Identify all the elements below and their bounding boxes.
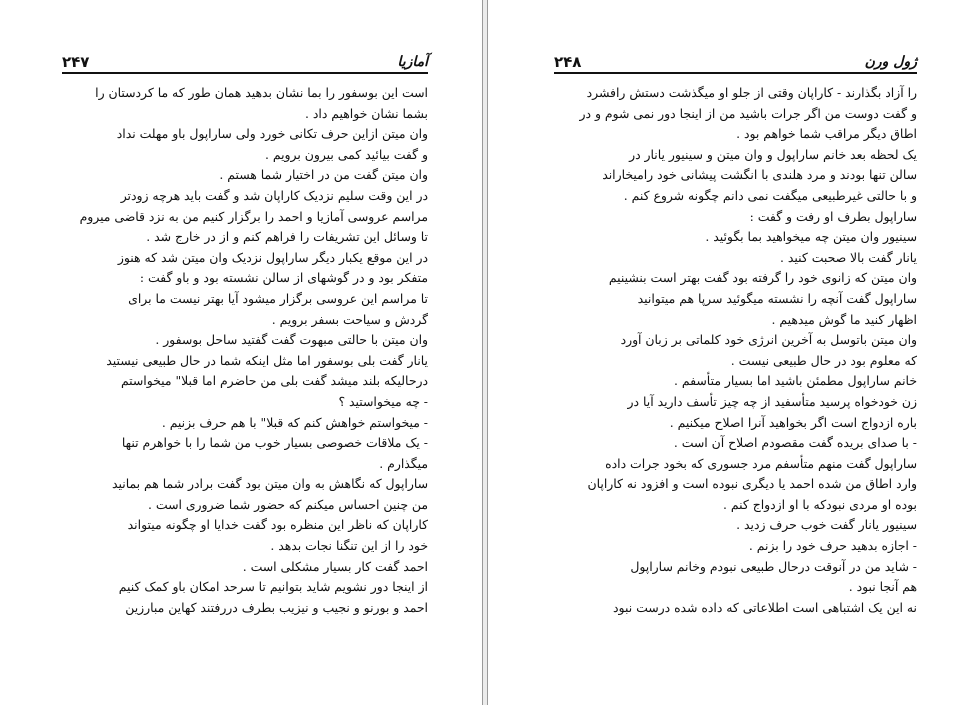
text-line: در این موقع یکبار دیگر ساراپول نزدیک وان میتن شد که هنوز bbox=[117, 249, 428, 265]
text-line: - با صدای بریده گفت مقصودم اصلاح آن است . bbox=[673, 435, 917, 451]
text-line: - شاید من در آنوقت درحال طبیعی نبودم وخانم ساراپول bbox=[630, 558, 917, 574]
text-line: یانار گفت بالا صحبت کنید . bbox=[780, 249, 917, 265]
text-line: را آزاد بگذارند - کاراپان وقتی از جلو او میگذشت دستش رافشرد bbox=[586, 85, 917, 100]
text-line: است این بوسفور را بما نشان بدهید همان طور که ما کردستان را bbox=[95, 85, 428, 100]
text-line: اظهار کنید ما گوش میدهیم . bbox=[771, 311, 917, 327]
text-line: وان میتن که زانوی خود را گرفته بود گفت بهتر است بنشینیم bbox=[608, 270, 917, 286]
text-line: وان میتن با حالتی مبهوت گفت گفتید ساحل بوسفور . bbox=[155, 332, 428, 348]
text-line: سالن تنها بودند و مرد هلندی با انگشت پیشانی خود رامیخاراند bbox=[602, 167, 917, 183]
text-line: هم آنجا نبود . bbox=[848, 579, 917, 595]
left-page-number: ۲۴۷ bbox=[62, 53, 90, 71]
text-line: خانم ساراپول مطمئن باشید اما بسیار متأسفم . bbox=[674, 373, 917, 389]
text-line: - یک ملاقات خصوصی بسیار خوب من شما را با خواهرم تنها bbox=[121, 435, 428, 451]
text-line: یانار گفت بلی بوسفور اما مثل اینکه شما در حال طبیعی نیستید bbox=[106, 352, 428, 368]
text-line: - چه میخواستید ؟ bbox=[338, 393, 428, 409]
text-line: نه این یک اشتباهی است اطلاعاتی که داده شده درست نبود bbox=[613, 599, 917, 615]
text-line: سینیور یانار گفت خوب حرف زدید . bbox=[736, 517, 917, 533]
text-line: اطاق دیگر مراقب شما خواهم بود . bbox=[736, 126, 917, 142]
text-line: میگذارم . bbox=[379, 455, 428, 471]
left-running-title: آمازیا bbox=[397, 54, 428, 70]
right-page-number: ۲۴۸ bbox=[554, 53, 582, 71]
text-line: تا وسائل این تشریفات را فراهم کنم و از در خارج شد . bbox=[146, 229, 428, 245]
right-page bbox=[487, 0, 967, 705]
left-page-header bbox=[62, 50, 428, 74]
text-line: تا مراسم این عروسی برگزار میشود آیا بهتر نیست ما برای bbox=[128, 290, 428, 306]
text-line: ساراپول گفت منهم متأسفم مرد جسوری که بخود جرات داده bbox=[605, 455, 917, 471]
text-line: مراسم عروسی آمازیا و احمد را برگزار کنیم من به نزد قاضی میروم bbox=[79, 208, 428, 224]
text-line: سینیور وان میتن چه میخواهید بما بگوئید . bbox=[705, 229, 917, 245]
text-line: احمد و بورنو و نجیب و نیزیب بطرف دررفتند کهاین مبارزین bbox=[125, 599, 428, 615]
text-line: وان میتن گفت من در اختیار شما هستم . bbox=[219, 167, 428, 183]
text-line: وارد اطاق من شده احمد یا دیگری نبوده است و افزود نه کاراپان bbox=[587, 476, 917, 492]
right-page-body bbox=[554, 83, 917, 618]
text-line: - اجازه بدهید حرف خود را بزنم . bbox=[748, 538, 917, 554]
text-line: خود را از این تنگنا نجات بدهد . bbox=[270, 538, 428, 554]
text-line: و گفت دوست من اگر جرات باشید من از اینجا دور نمی شوم و در bbox=[579, 105, 917, 121]
text-line: بوده او مردی نبودکه با او ازدواج کنم . bbox=[723, 496, 917, 512]
text-line: ساراپول که نگاهش به وان میتن بود گفت برادر شما هم بمانید bbox=[112, 476, 428, 492]
text-line: کاراپان که ناظر این منظره بود گفت خدایا او چگونه میتواند bbox=[127, 517, 428, 533]
text-line: باره ازدواج است اگر بخواهید آنرا اصلاح میکنیم . bbox=[669, 414, 917, 430]
left-page bbox=[0, 0, 483, 705]
text-line: یک لحظه بعد خانم ساراپول و وان میتن و سینیور یانار در bbox=[629, 146, 917, 162]
right-page-header bbox=[554, 50, 917, 74]
text-line: - میخواستم خواهش کنم که قبلا" با هم حرف بزنیم . bbox=[161, 414, 428, 430]
right-running-title: ژول ورن bbox=[864, 54, 917, 70]
text-line: که معلوم بود در حال طبیعی نیست . bbox=[730, 352, 917, 368]
text-line: وان میتن باتوسل به آخرین انرژی خود کلماتی بر زبان آورد bbox=[620, 332, 917, 348]
text-line: من چنین احساس میکنم که حضور شما ضروری است . bbox=[148, 496, 428, 512]
text-line: ساراپول بطرف او رفت و گفت : bbox=[749, 208, 917, 224]
text-line: ساراپول گفت آنچه را نشسته میگوئید سرپا هم میتوانید bbox=[637, 290, 917, 306]
text-line: زن خودخواه پرسید متأسفید از چه چیز تأسف دارید آیا در bbox=[627, 393, 917, 409]
text-line: و گفت بیائید کمی بیرون برویم . bbox=[264, 146, 428, 162]
text-line: احمد گفت کار بسیار مشکلی است . bbox=[242, 558, 428, 574]
text-line: و با حالتی غیرطبیعی میگفت نمی دانم چگونه شروع کنم . bbox=[623, 187, 917, 203]
text-line: گردش و سیاحت بسفر برویم . bbox=[271, 311, 428, 327]
text-line: متفکر بود و در گوشهای از سالن نشسته بود و باو گفت : bbox=[139, 270, 428, 286]
text-line: بشما نشان خواهیم داد . bbox=[304, 105, 428, 121]
left-page-body bbox=[62, 83, 428, 618]
text-line: وان میتن ازاین حرف تکانی خورد ولی ساراپول باو مهلت نداد bbox=[116, 126, 428, 142]
text-line: درحالیکه بلند میشد گفت بلی من حاضرم اما قبلا" میخواستم bbox=[120, 373, 428, 389]
text-line: از اینجا دور نشویم شاید بتوانیم تا سرحد امکان باو کمک کنیم bbox=[118, 579, 428, 595]
text-line: در این وقت سلیم نزدیک کاراپان شد و گفت باید هرچه زودتر bbox=[120, 187, 428, 203]
